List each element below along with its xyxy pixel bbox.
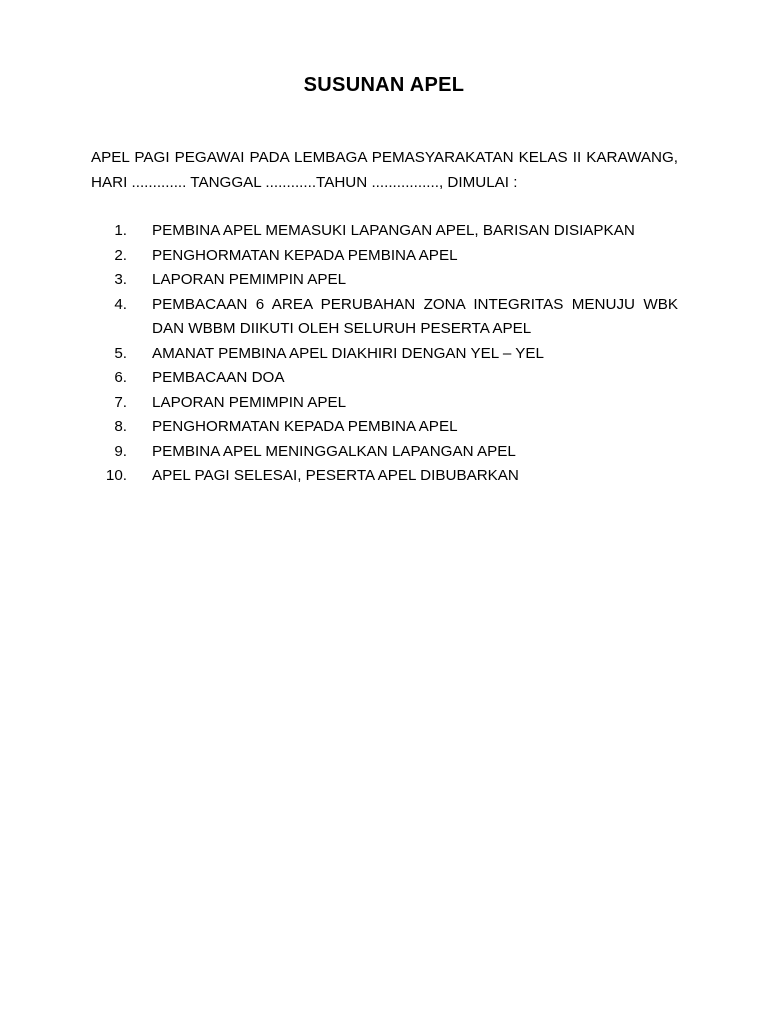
- list-item: [91, 464, 678, 489]
- list-item-text: PEMBACAAN DOA: [152, 369, 285, 386]
- list-item-number: 5.: [114, 344, 127, 362]
- list-item-number: 2.: [114, 246, 127, 264]
- list-item-number: 8.: [114, 418, 127, 435]
- list-item-text: APEL PAGI SELESAI, PESERTA APEL DIBUBARKAN: [152, 467, 519, 484]
- list-item: [91, 244, 678, 269]
- list-item-text: PEMBACAAN 6 AREA PERUBAHAN ZONA INTEGRITAS MENUJU WBK DAN WBBM DIIKUTI OLEH SELURUH PESERTA APEL: [152, 295, 678, 337]
- list-item-number: 1.: [114, 222, 127, 239]
- list-item-text: LAPORAN PEMIMPIN APEL: [152, 393, 347, 411]
- list-item: [91, 366, 678, 391]
- list-item-text: LAPORAN PEMIMPIN APEL: [152, 271, 347, 288]
- list-item-text: AMANAT PEMBINA APEL DIAKHIRI DENGAN YEL – YEL: [152, 344, 544, 362]
- list-item-text: PEMBINA APEL MENINGGALKAN LAPANGAN APEL: [152, 442, 516, 460]
- list-item-number: 6.: [114, 369, 127, 386]
- list-item: [91, 391, 678, 416]
- steps-list: [91, 219, 678, 489]
- list-item: [91, 219, 678, 244]
- list-item-number: 3.: [114, 271, 127, 288]
- list-item: [91, 268, 678, 293]
- list-item-text: PENGHORMATAN KEPADA PEMBINA APEL: [152, 246, 458, 264]
- list-item: [91, 342, 678, 367]
- list-item-number: 10.: [105, 467, 127, 484]
- document-title: SUSUNAN APEL: [303, 74, 465, 96]
- list-item: [91, 415, 678, 440]
- list-item: [91, 440, 678, 465]
- list-item-number: 7.: [114, 393, 127, 411]
- list-item-number: 4.: [114, 295, 127, 313]
- list-item-number: 9.: [114, 442, 127, 460]
- list-item: [91, 293, 678, 342]
- intro-paragraph: APEL PAGI PEGAWAI PADA LEMBAGA PEMASYARAKATAN KELAS II KARAWANG, HARI ............. TANGGAL ............TAHUN ................, DIMULAI :: [91, 149, 678, 191]
- list-item-text: PENGHORMATAN KEPADA PEMBINA APEL: [152, 418, 458, 435]
- list-item-text: PEMBINA APEL MEMASUKI LAPANGAN APEL, BARISAN DISIAPKAN: [152, 222, 635, 239]
